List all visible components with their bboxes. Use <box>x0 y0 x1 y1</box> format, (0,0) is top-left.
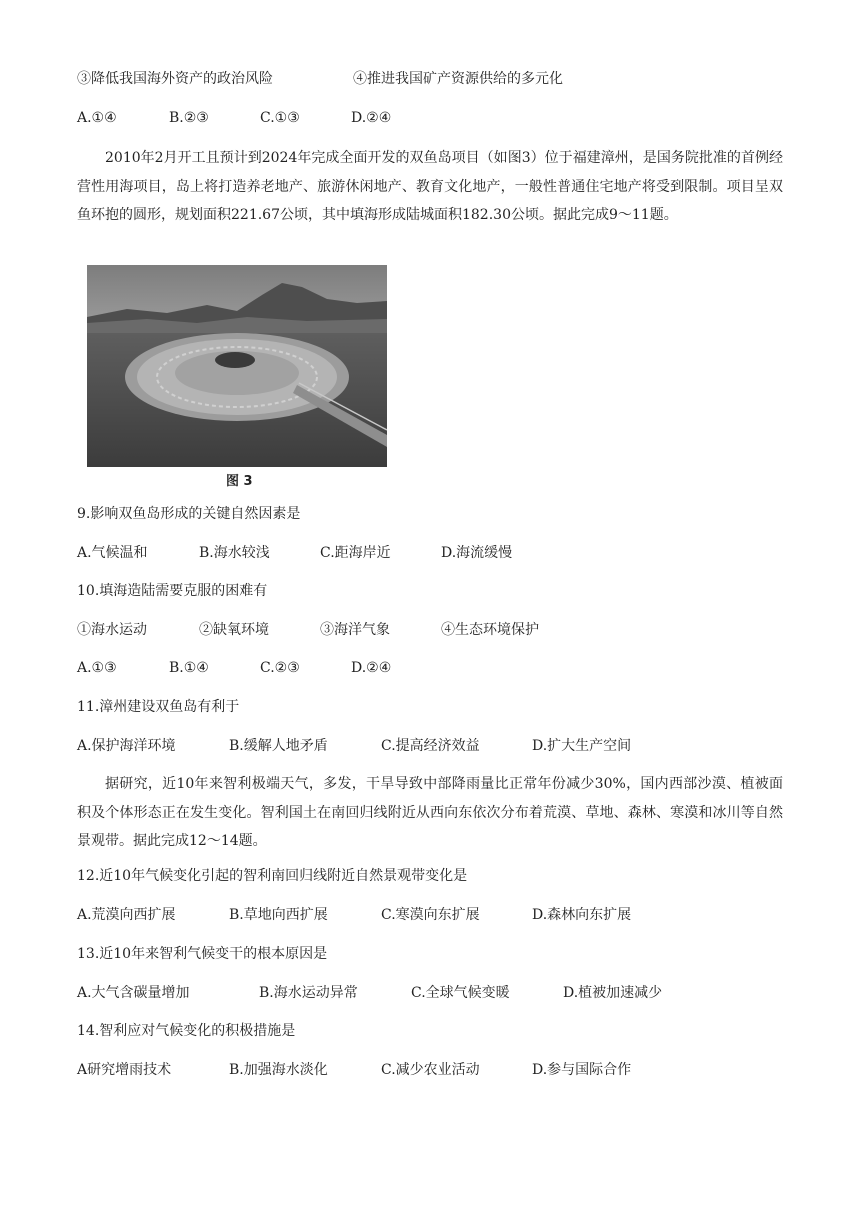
q12-option-d: D.森林向东扩展 <box>532 907 632 923</box>
q10-stem: 10.填海造陆需要克服的困难有 <box>77 583 268 599</box>
top-answer-c: C.①③ <box>260 110 300 126</box>
q14-option-c: C.减少农业活动 <box>381 1062 480 1078</box>
q10-option-d: D.②④ <box>351 660 392 676</box>
q10-item-3: ③海洋气象 <box>320 622 390 638</box>
q10-option-c: C.②③ <box>260 660 300 676</box>
q9-option-d: D.海流缓慢 <box>441 545 513 561</box>
figure-caption: 图 3 <box>226 474 253 489</box>
q13-option-b: B.海水运动异常 <box>259 985 358 1001</box>
q10-item-2: ②缺氧环境 <box>199 622 269 638</box>
q13-option-d: D.植被加速减少 <box>563 985 663 1001</box>
top-answer-a: A.①④ <box>77 110 117 126</box>
q12-stem: 12.近10年气候变化引起的智利南回归线附近自然景观带变化是 <box>77 868 468 884</box>
q10-item-1: ①海水运动 <box>77 622 147 638</box>
top-item-4: ④推进我国矿产资源供给的多元化 <box>353 71 563 87</box>
q9-option-b: B.海水较浅 <box>199 545 270 561</box>
q14-option-b: B.加强海水淡化 <box>229 1062 328 1078</box>
q9-stem: 9.影响双鱼岛形成的关键自然因素是 <box>77 506 301 522</box>
island-photo-drawing <box>87 265 387 467</box>
q12-option-b: B.草地向西扩展 <box>229 907 328 923</box>
passage-chile-climate: 据研究，近10年来智利极端天气，多发，干旱导致中部降雨量比正常年份减少30%，国内西部沙漠、植被面积及个体形态正在发生变化。智利国土在南回归线附近从西向东依次分布着荒漠、草地、森林、寒漠和冰川等自然景观带。据此完成12～14题。 <box>77 776 783 849</box>
q11-option-d: D.扩大生产空间 <box>532 738 632 754</box>
q12-option-c: C.寒漠向东扩展 <box>381 907 480 923</box>
q13-stem: 13.近10年来智利气候变干的根本原因是 <box>77 946 328 962</box>
q12-option-a: A.荒漠向西扩展 <box>77 907 176 923</box>
q10-option-a: A.①③ <box>77 660 117 676</box>
island-aerial-photo <box>87 265 387 467</box>
q9-option-a: A.气候温和 <box>77 545 148 561</box>
q11-option-c: C.提高经济效益 <box>381 738 480 754</box>
passage-shuangyu-island: 2010年2月开工且预计到2024年完成全面开发的双鱼岛项目（如图3）位于福建漳州，是国务院批准的首例经营性用海项目，岛上将打造养老地产、旅游休闲地产、教育文化地产，一般性普通住宅地产将受到限制。项目呈双鱼环抱的圆形，规划面积221.67公顷，其中填海形成陆城面积182.30公顷。据此完成9～11题。 <box>77 150 783 223</box>
q11-option-b: B.缓解人地矛盾 <box>229 738 328 754</box>
q14-stem: 14.智利应对气候变化的积极措施是 <box>77 1023 296 1039</box>
q14-option-d: D.参与国际合作 <box>532 1062 632 1078</box>
q13-option-a: A.大气含碳量增加 <box>77 985 190 1001</box>
q10-option-b: B.①④ <box>169 660 209 676</box>
q10-item-4: ④生态环境保护 <box>441 622 539 638</box>
q11-stem: 11.漳州建设双鱼岛有利于 <box>77 699 240 715</box>
q14-option-a: A研究增雨技术 <box>77 1062 172 1078</box>
top-item-3: ③降低我国海外资产的政治风险 <box>77 71 273 87</box>
q11-option-a: A.保护海洋环境 <box>77 738 176 754</box>
top-answer-d: D.②④ <box>351 110 392 126</box>
q13-option-c: C.全球气候变暖 <box>411 985 510 1001</box>
top-answer-b: B.②③ <box>169 110 209 126</box>
q9-option-c: C.距海岸近 <box>320 545 391 561</box>
